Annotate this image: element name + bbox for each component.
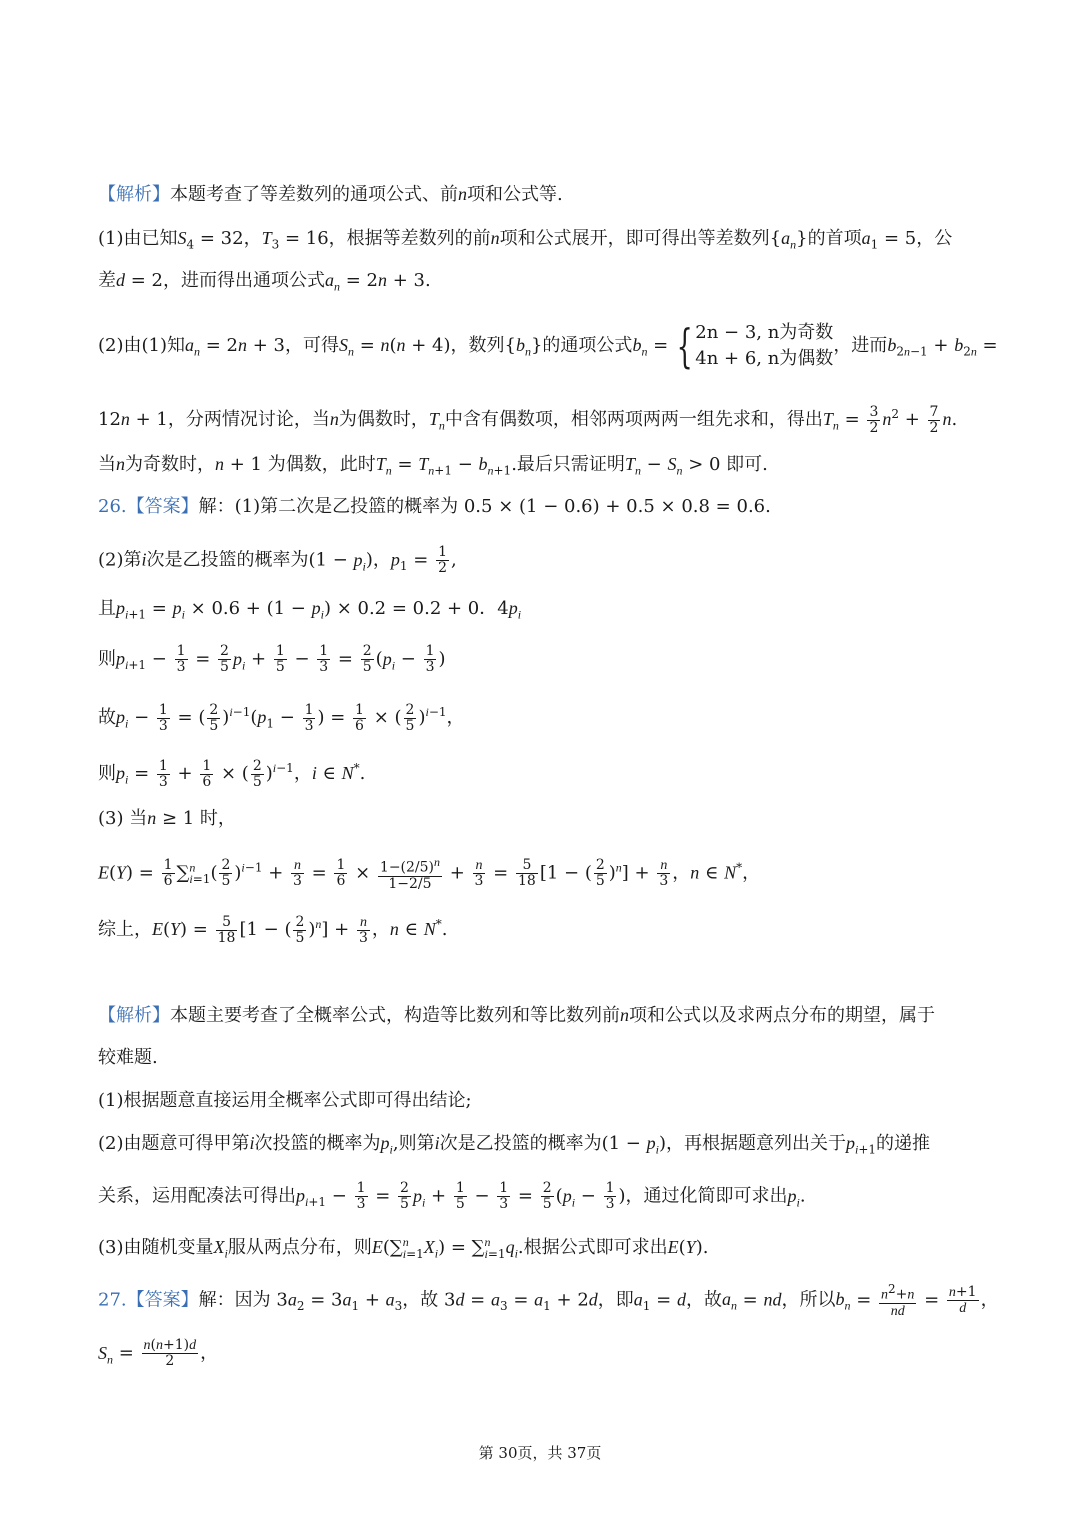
case-brace: { <box>676 319 693 373</box>
answer-27-line-1: 27.【答案】解：因为 $3a_2 = 3a_1 + a_3$，故 $3d = a_3 = a_1 + 2d$，即$a_1 = d$，故$a_n$ = nd，所以$b_n$ = $\frac{n^2+n}{nd}$ = $\frac{n+1}{d}$ ， <box>98 1282 999 1319</box>
analysis-25-line-5: 12n + 1，分两情况讨论，当n为偶数时，$T_n$中含有偶数项，相邻两项两两一组先求和，得出$T_n$ = $\frac{3}{2}$ $n^2$ + $\frac{7}{2}$ n. <box>98 403 958 436</box>
analysis-26-line-4: (2)由题意可得甲第i次投篮的概率为$p_i$,则第i次是乙投篮的概率为$(1 - p_i)$，再根据题意列出关于$p_{i+1}$的递推 <box>98 1133 931 1157</box>
analysis-25-line-4: (2)由(1)知$a_n = 2n + 3$，可得$S_n = n(n + 4)$，数列$\{b_n\}$的通项公式$b_n$ = { 2n − 3, n为奇数 4n + 6, n为偶数 ，进而$b_{2n-1} + b_{2n}$ = <box>98 319 998 373</box>
answer-26-line-2: (2)第i次是乙投篮的概率为$(1 - p_i)$，$p_1$ = $\frac{1}{2}$ , <box>98 544 457 576</box>
page-footer: 第 30页，共 37页 <box>478 1444 602 1462</box>
answer-label: 【答案】 <box>126 496 199 517</box>
analysis-26-line-3: (1)根据题意直接运用全概率公式即可得出结论; <box>98 1090 472 1111</box>
answer-26-line-7: (3) 当n ≥ 1 时， <box>98 808 236 829</box>
analysis-label-26: 【解析】 <box>98 1005 170 1026</box>
answer-27-line-2: $S_n$ = $\frac{n(n+1)d}{2}$ ， <box>98 1337 219 1369</box>
analysis-26-line-1: 【解析】本题主要考查了全概率公式，构造等比数列和等比数列前n项和公式以及求两点分布的期望，属于 <box>98 1005 935 1026</box>
analysis-25-line-3: 差d = 2，进而得出通项公式$a_n = 2n + 3$. <box>98 270 431 294</box>
answer-26-line-9: 综上，E(Y) = $\frac{5}{18}$ [1 − ( $\frac{2}{5}$ )$^n$] + $\frac{n}{3}$ ，n ∈ N*. <box>98 913 448 946</box>
analysis-26-line-6: (3)由随机变量$X_i$服从两点分布，则$E(\sum^n_{i=1}X_i) = \sum^n_{i=1}q_i$.根据公式即可求出E(Y). <box>98 1235 709 1261</box>
answer-26-line-4: 则$p_{i+1}$ − $\frac{1}{3}$ = $\frac{2}{5}$ $p_i$ + $\frac{1}{5}$ − $\frac{1}{3}$ = $\frac{2}{5}$ ($p_i$ − $\frac{1}{3}$ ) <box>98 643 446 675</box>
answer-26-line-1: 26.【答案】解：(1)第二次是乙投篮的概率为 0.5 × (1 − 0.6) + 0.5 × 0.8 = 0.6. <box>98 496 771 517</box>
answer-26-line-5: 故$p_i$ − $\frac{1}{3}$ = ( $\frac{2}{5}$ )$^{i-1}(p_1$ − $\frac{1}{3}$ ) = $\frac{1}{6}$ × ( $\frac{2}{5}$ )$^{i-1}$， <box>98 701 465 734</box>
answer-label-27: 【答案】 <box>126 1289 199 1311</box>
answer-26-line-3: 且$p_{i+1} = p_i \times 0.6 + (1 - p_i) \times 0.2 = 0.2 + 0$．$4p_i$ <box>98 598 522 622</box>
analysis-label: 【解析】 <box>98 184 170 205</box>
question-number-26: 26. <box>98 496 127 517</box>
piecewise-cases: 2n − 3, n为奇数 4n + 6, n为偶数 <box>695 322 834 369</box>
analysis-26-line-5: 关系，运用配凑法可得出$p_{i+1}$ − $\frac{1}{3}$ = $\frac{2}{5}$ $p_i$ + $\frac{1}{5}$ − $\frac{1}{3}$ = $\frac{2}{5}$ ($p_i$ − $\frac{1}{3}$ )，通过化简即可求出$p_i$. <box>98 1180 806 1212</box>
question-number-27: 27. <box>98 1289 127 1311</box>
analysis-25-line-2: (1)由已知$S_4 = 32$，$T_3 = 16$，根据等差数列的前n项和公式展开，即可得出等差数列$\{a_n\}$的首项$a_1 = 5$，公 <box>98 228 953 252</box>
analysis-26-line-2: 较难题. <box>98 1047 158 1068</box>
answer-26-line-6: 则$p_i$ = $\frac{1}{3}$ + $\frac{1}{6}$ × ( $\frac{2}{5}$ )$^{i-1}$，i ∈ N*. <box>98 757 366 790</box>
answer-26-line-8: E(Y) = $\frac{1}{6}$ ∑$^n_{i=1}$( $\frac{2}{5}$ )$^{i-1}$ + $\frac{n}{3}$ = $\frac{1}{6}$ × $\frac{1-(2/5)^n}{1-2/5}$ + $\frac{n}{3}$ = $\frac{5}{18}$ [1 − ( $\frac{2}{5}$ )$^n$] + $\frac{n}{3}$ ，n ∈ N*， <box>98 855 761 892</box>
analysis-25-line-6: 当n为奇数时，n + 1 为偶数，此时$T_n = T_{n+1} - b_{n+1}$.最后只需证明$T_n - S_n > 0$ 即可. <box>98 454 768 478</box>
analysis-25-line-1: 【解析】本题考查了等差数列的通项公式、前n项和公式等. <box>98 184 563 205</box>
